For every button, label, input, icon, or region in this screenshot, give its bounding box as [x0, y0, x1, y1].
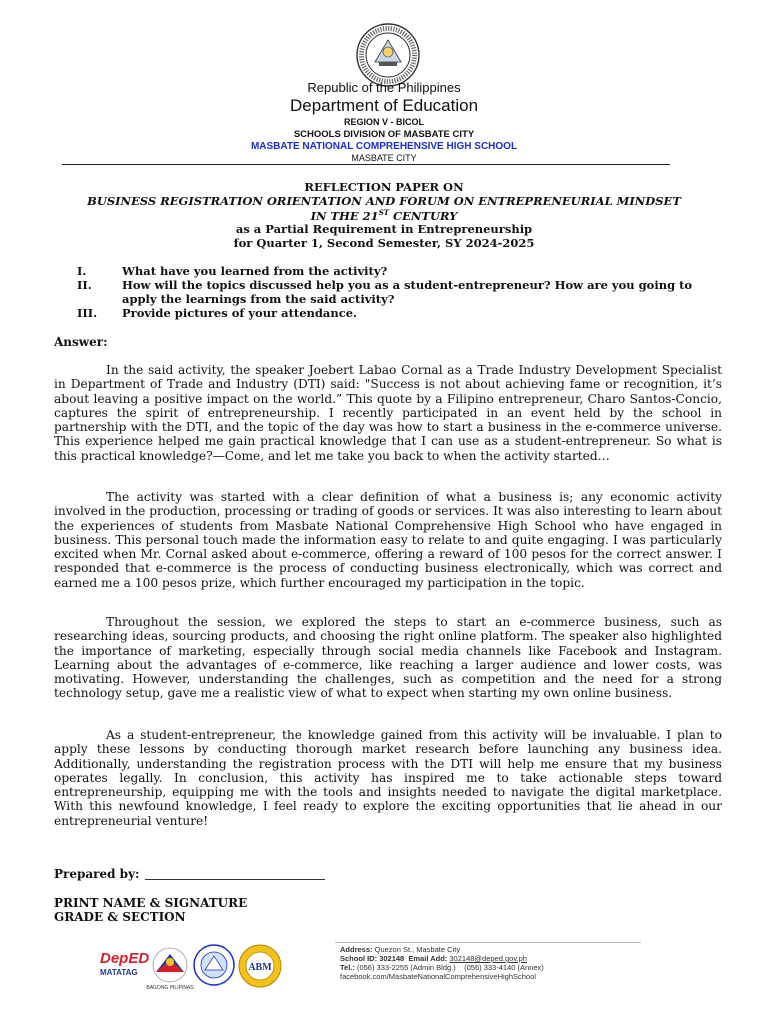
prepared-by-label: Prepared by:	[54, 867, 140, 881]
answer-label: Answer:	[54, 335, 108, 349]
quarter-line: for Quarter 1, Second Semester, SY 2024-2025	[233, 236, 535, 250]
answer-paragraph: Throughout the session, we explored the steps to start an e-commerce business, such as researching ideas, sourcing products, and choosing the right online platform. The speaker also highlighted the importance of marketing, especially through social media channels like Facebook and Instagram. Learning about the advantages of e-commerce, like reaching a larger audience and lower costs, was motivating. However, understanding the challenges, such as competition and the need for a strong technology setup, gave me a realistic view of what to expect when starting my own online business.	[54, 615, 722, 701]
deped-seal-logo	[355, 22, 421, 88]
footer-facebook: facebook.com/MasbateNationalComprehensiveHighSchool	[340, 972, 536, 981]
answer-paragraph: In the said activity, the speaker Joebert Labao Cornal as a Trade Industry Development Specialist in Department of Trade and Industry (DTI) said: "Success is not about achieving fame or recognition, it’s about leaving a positive impact on the world.” This quote by a Filipino entrepreneur, Charo Santos-Concio, captures the spirit of entrepreneurship. I recently participated in an event held by the school in partnership with the DTI, and the topic of the day was how to start a business in the e-commerce universe. This experience helped me gain practical knowledge that I can use as a student-entrepreneur. So what is this practical knowledge?—Come, and let me take you back to when the activity started…	[54, 363, 722, 463]
department-name: Department of Education	[289, 96, 479, 115]
requirement-line: as a Partial Requirement in Entrepreneurship	[235, 222, 533, 236]
deped-matatag-logo: DepED MATATAG	[100, 950, 150, 977]
svg-text:ABM: ABM	[248, 962, 272, 973]
republic-line: Republic of the Philippines	[307, 80, 461, 95]
school-seal-logo	[193, 944, 235, 986]
footer-divider	[335, 942, 641, 943]
division-line: SCHOOLS DIVISION OF MASBATE CITY	[293, 129, 475, 140]
grade-section-label: GRADE & SECTION	[54, 910, 186, 924]
footer-telephone: Tel.: (056) 333-2255 (Admin Bldg.) (056) 333-4140 (Annex)	[340, 963, 544, 972]
paper-subtitle-century: IN THE 21ST CENTURY	[310, 208, 458, 223]
region-line: REGION V - BICOL	[343, 117, 424, 127]
abm-strand-logo	[238, 944, 282, 988]
footer-address: Address: Quezon St., Masbate City	[340, 945, 461, 954]
answer-paragraph: The activity was started with a clear definition of what a business is; any economic activity involved in the production, processing or trading of goods or services. It was also interesting to learn about the experiences of students from Masbate National Comprehensive High School who have engaged in business. This personal touch made the information easy to relate to and quite engaging. I was particularly excited when Mr. Cornal asked about e-commerce, offering a reward of 100 pesos for the correct answer. I responded that e-commerce is the process of conducting business electronically, which was correct and earned me a 100 pesos prize, which further encouraged my participation in the topic.	[54, 490, 722, 590]
school-name: MASBATE NATIONAL COMPREHENSIVE HIGH SCHOOL	[250, 141, 518, 152]
header-divider	[62, 164, 670, 165]
answer-paragraph: As a student-entrepreneur, the knowledge gained from this activity will be invaluable. I plan to apply these lessons by conducting thorough market research before launching any business idea. Additionally, understanding the registration process with the DTI will help me ensure that my business operates legally. In conclusion, this activity has inspired me to take actionable steps toward entrepreneurship, equipping me with the tools and insights needed to navigate the digital marketplace. With this newfound knowledge, I feel ready to explore the exciting opportunities that lie ahead in our entrepreneurial venture!	[54, 728, 722, 828]
bagong-pilipinas-logo	[146, 946, 194, 992]
city-line: MASBATE CITY	[351, 153, 417, 163]
print-name-label: PRINT NAME & SIGNATURE	[54, 896, 248, 910]
signature-line	[145, 879, 325, 880]
footer-school-id: School ID: 302148 Email Add: 302148@deped.gov.ph	[340, 954, 527, 963]
svg-text:BAGONG PILIPINAS: BAGONG PILIPINAS	[146, 985, 194, 991]
paper-subtitle: BUSINESS REGISTRATION ORIENTATION AND FORUM ON ENTREPRENEURIAL MINDSET	[87, 194, 681, 208]
paper-title: REFLECTION PAPER ON	[304, 180, 464, 194]
